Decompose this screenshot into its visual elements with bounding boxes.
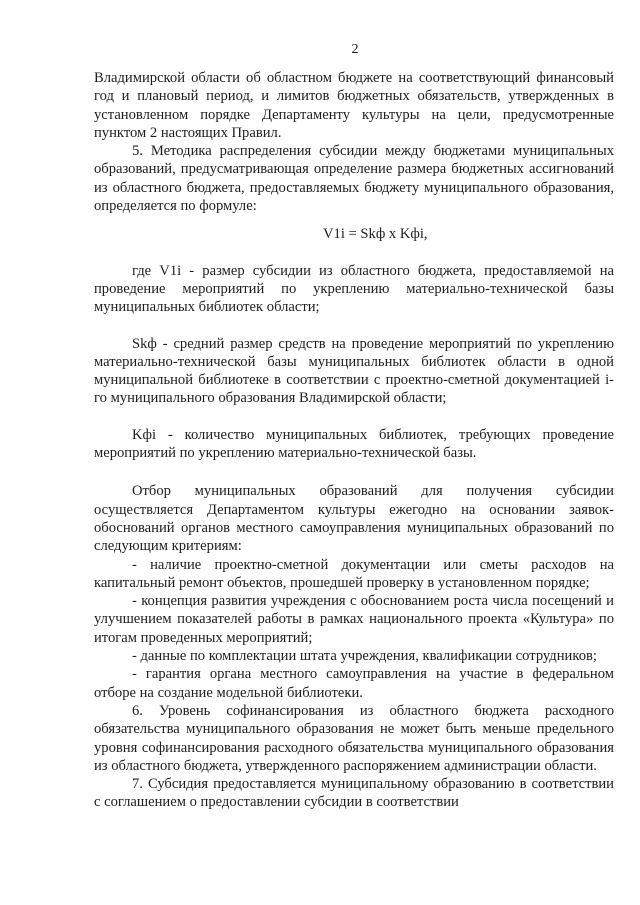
paragraph-selection: Отбор муниципальных образований для получения субсидии осуществляется Департаментом культуры ежегодно на основании заявок-обоснований органов местного самоуправления муниципальных образований по следующим критериям: xyxy=(94,483,614,555)
criterion-2: - концепция развития учреждения с обоснованием роста числа посещений и улучшением показателей работы в рамках национального проекта «Культура» по итогам проведенных мероприятий; xyxy=(94,593,614,646)
criterion-1: - наличие проектно-сметной документации или сметы расходов на капитальный ремонт объектов, прошедшей проверку в установленном порядке; xyxy=(94,556,614,591)
paragraph-intro: Владимирской области об областном бюджете на соответствующий финансовый год и плановый период, и лимитов бюджетных обязательств, утвержденных в установленном порядке Департаменту культуры на цели, предусмотренные пунктом 2 настоящих Правил. xyxy=(94,70,614,141)
paragraph-5: 5. Методика распределения субсидии между бюджетами муниципальных образований, предусматривающая определение размера бюджетных ассигнований из областного бюджета, предоставляемых бюджету муниципального образования, определяется по формуле: xyxy=(94,143,614,215)
paragraph-where-v1i: где V1i - размер субсидии из областного бюджета, предоставляемой на проведение мероприятий по укреплению материально-технической базы муниципальных библиотек области; xyxy=(94,262,614,316)
criterion-3: - данные по комплектации штата учреждения, квалификации сотрудников; xyxy=(132,648,597,665)
page-number: 2 xyxy=(351,42,359,57)
formula: V1i = Skф х Kфi, xyxy=(323,226,428,243)
paragraph-7: 7. Субсидия предоставляется муниципальному образованию в соответствии с соглашением о предоставлении субсидии в соответствии xyxy=(94,776,614,811)
paragraph-6: 6. Уровень софинансирования из областного бюджета расходного обязательства муниципального образования не может быть меньше предельного уровня софинансирования расходного обязательства муниципального образования из областного бюджета, утвержденного распоряжением администрации области. xyxy=(94,702,614,774)
document-body xyxy=(94,69,614,812)
paragraph-skf: Skф - средний размер средств на проведение мероприятий по укреплению материально-технической базы муниципальных библиотек области в одной муниципальной библиотеке в соответствии с проектно-сметной документацией i-го муниципального образования Владимирской области; xyxy=(94,335,614,407)
paragraph-kfi: Kфi - количество муниципальных библиотек, требующих проведение мероприятий по укреплению материально-технической базы. xyxy=(94,426,614,462)
criterion-4: - гарантия органа местного самоуправления на участие в федеральном отборе на создание модельной библиотеки. xyxy=(94,666,614,701)
